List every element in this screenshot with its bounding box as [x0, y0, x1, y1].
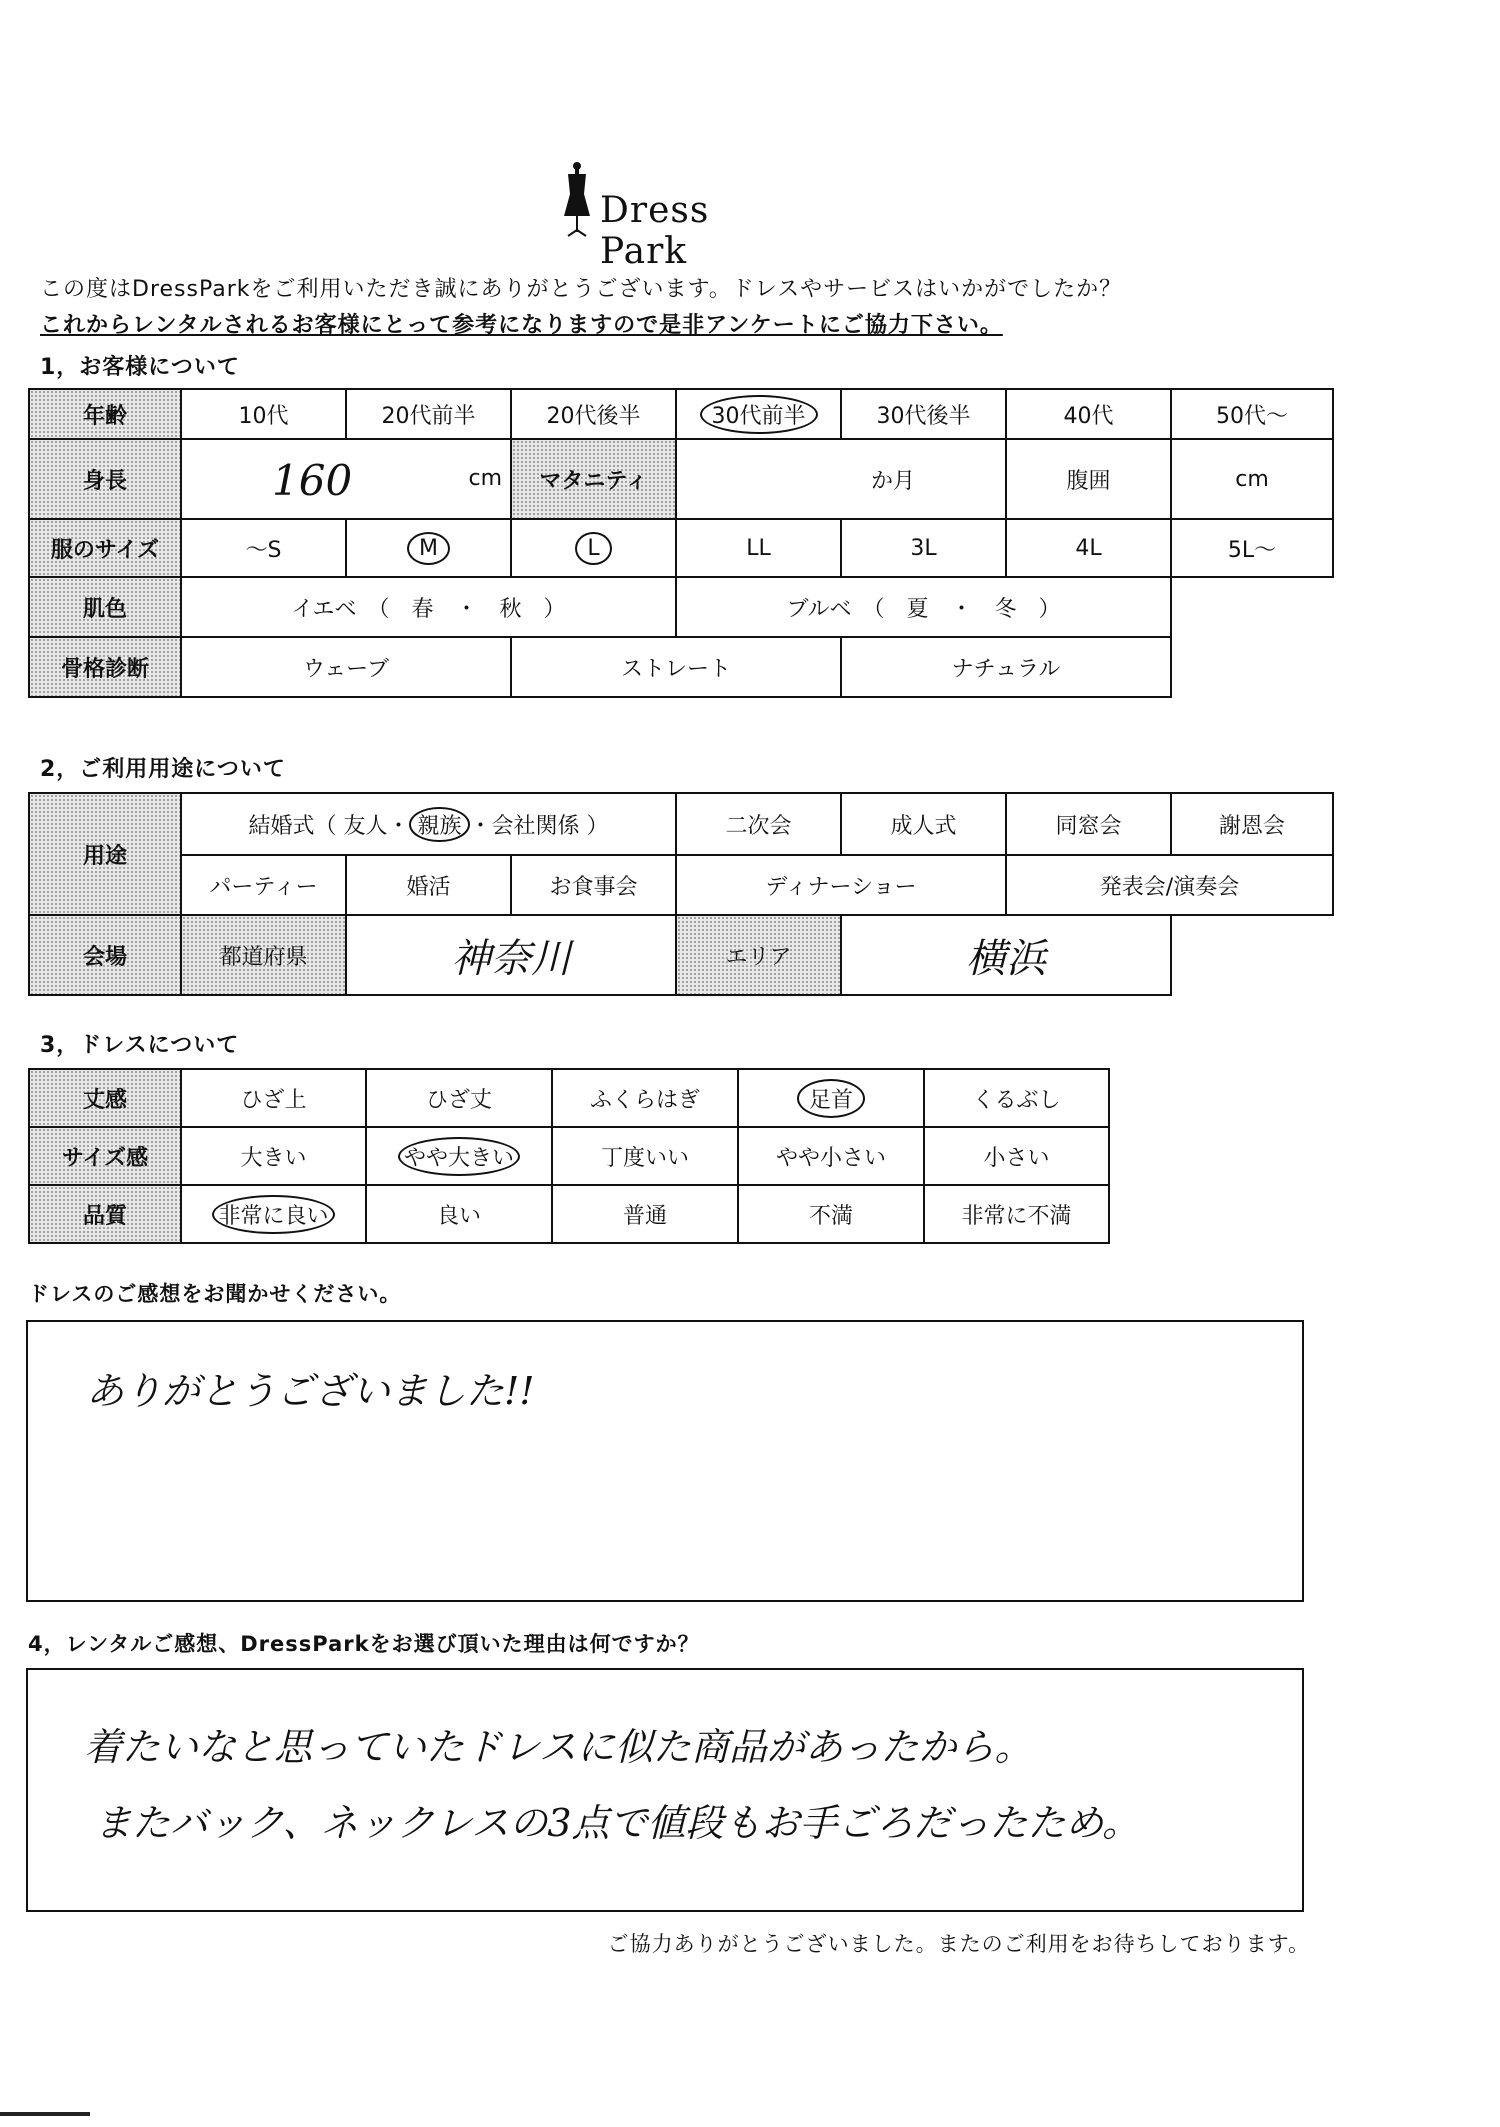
frame-option[interactable]: ウェーブ	[181, 637, 511, 697]
height-label: 身長	[29, 439, 181, 519]
age-option[interactable]: 20代前半	[346, 389, 511, 439]
customer-table	[28, 388, 1334, 698]
section-3-title: 3，ドレスについて	[40, 1033, 240, 1058]
usage-option[interactable]: パーティー	[181, 855, 346, 915]
height-unit: cm	[468, 466, 502, 491]
size-option-selected[interactable]	[511, 519, 676, 577]
length-option[interactable]: ひざ上	[181, 1069, 366, 1127]
wedding-family-circle: 親族	[409, 807, 469, 842]
fit-selected-circle: やや大きい	[398, 1137, 520, 1176]
venue-row	[29, 915, 1333, 995]
age-label: 年齢	[29, 389, 181, 439]
usage-row-1	[29, 793, 1333, 855]
size-option[interactable]: 〜S	[181, 519, 346, 577]
intro-line-1: この度はDressParkをご利用いただき誠にありがとうございます。ドレスやサービスはいかがでしたか？	[40, 277, 1123, 302]
usage-option[interactable]: 発表会/演奏会	[1006, 855, 1333, 915]
quality-option[interactable]: 不満	[738, 1185, 924, 1243]
quality-selected-circle: 非常に良い	[212, 1195, 334, 1234]
size-option[interactable]: 3L	[841, 519, 1006, 577]
usage-option-wedding[interactable]	[181, 793, 676, 855]
age-option[interactable]: 10代	[181, 389, 346, 439]
skin-blue-option[interactable]: ブルベ （ 夏 ・ 冬 ）	[676, 577, 1171, 637]
height-field[interactable]	[181, 439, 511, 519]
section-2-title: 2，ご利用用途について	[40, 757, 286, 782]
frame-option[interactable]: ストレート	[511, 637, 841, 697]
prefecture-label: 都道府県	[181, 915, 346, 995]
usage-option[interactable]: ディナーショー	[676, 855, 1006, 915]
waist-label: 腹囲	[1006, 439, 1171, 519]
quality-row	[29, 1185, 1109, 1243]
usage-option[interactable]: 謝恩会	[1171, 793, 1333, 855]
quality-option[interactable]: 普通	[552, 1185, 738, 1243]
impression-text: ありがとうございました!!	[86, 1369, 535, 1413]
size-label: 服のサイズ	[29, 519, 181, 577]
frame-option[interactable]: ナチュラル	[841, 637, 1171, 697]
logo-text: Dress Park	[600, 190, 710, 272]
length-option[interactable]: くるぶし	[924, 1069, 1109, 1127]
section-1-title: 1，お客様について	[40, 355, 240, 380]
venue-label: 会場	[29, 915, 181, 995]
skin-row	[29, 577, 1333, 637]
height-row	[29, 439, 1333, 519]
size-option-selected[interactable]	[346, 519, 511, 577]
fit-option[interactable]: やや小さい	[738, 1127, 924, 1185]
usage-option[interactable]: お食事会	[511, 855, 676, 915]
age-selected-circle: 30代前半	[700, 395, 818, 434]
prefecture-value[interactable]: 神奈川	[346, 915, 676, 995]
size-option[interactable]: 4L	[1006, 519, 1171, 577]
length-selected-circle: 足首	[797, 1079, 865, 1118]
quality-label: 品質	[29, 1185, 181, 1243]
frame-row	[29, 637, 1333, 697]
size-option[interactable]: LL	[676, 519, 841, 577]
usage-table	[28, 792, 1334, 996]
quality-option-selected[interactable]	[181, 1185, 366, 1243]
dress-table	[28, 1068, 1110, 1244]
size-option[interactable]: 5L〜	[1171, 519, 1333, 577]
skin-yellow-option[interactable]: イエベ （ 春 ・ 秋 ）	[181, 577, 676, 637]
impression-box[interactable]	[26, 1320, 1304, 1602]
dress-form-icon	[560, 160, 594, 240]
impression-prompt: ドレスのご感想をお聞かせください。	[28, 1282, 402, 1306]
maternity-label: マタニティ	[511, 439, 676, 519]
intro-line-2: これからレンタルされるお客様にとって参考になりますので是非アンケートにご協力下さい。	[40, 313, 1003, 338]
section-4-title: 4，レンタルご感想、DressParkをお選び頂いた理由は何ですか？	[28, 1632, 700, 1656]
length-row	[29, 1069, 1109, 1127]
reason-line-1: 着たいなと思っていたドレスに似た商品があったから。	[84, 1725, 1033, 1769]
length-option[interactable]: ふくらはぎ	[552, 1069, 738, 1127]
usage-option[interactable]: 婚活	[346, 855, 511, 915]
age-option[interactable]: 50代〜	[1171, 389, 1333, 439]
usage-label: 用途	[29, 793, 181, 915]
usage-option[interactable]: 成人式	[841, 793, 1006, 855]
scan-artifact	[0, 2112, 90, 2116]
size-row	[29, 519, 1333, 577]
area-value[interactable]: 横浜	[841, 915, 1171, 995]
waist-unit[interactable]: cm	[1171, 439, 1333, 519]
maternity-months-field[interactable]: か月	[676, 439, 1006, 519]
length-option[interactable]: ひざ丈	[366, 1069, 552, 1127]
area-label: エリア	[676, 915, 841, 995]
height-value: 160	[272, 456, 353, 505]
length-label: 丈感	[29, 1069, 181, 1127]
frame-label: 骨格診断	[29, 637, 181, 697]
age-option[interactable]: 30代後半	[841, 389, 1006, 439]
wedding-suffix: ・会社関係 ）	[469, 813, 609, 839]
size-selected-circle: M	[407, 532, 450, 565]
footer-thanks: ご協力ありがとうございました。またのご利用をお待ちしております。	[607, 1932, 1310, 1956]
quality-option[interactable]: 非常に不満	[924, 1185, 1109, 1243]
size-selected-circle: L	[575, 532, 611, 565]
age-row	[29, 389, 1333, 439]
fit-option[interactable]: 丁度いい	[552, 1127, 738, 1185]
age-option[interactable]: 40代	[1006, 389, 1171, 439]
usage-row-2	[29, 855, 1333, 915]
age-option-selected[interactable]	[676, 389, 841, 439]
fit-label: サイズ感	[29, 1127, 181, 1185]
usage-option[interactable]: 同窓会	[1006, 793, 1171, 855]
skin-label: 肌色	[29, 577, 181, 637]
fit-option[interactable]: 大きい	[181, 1127, 366, 1185]
length-option-selected[interactable]	[738, 1069, 924, 1127]
age-option[interactable]: 20代後半	[511, 389, 676, 439]
reason-box[interactable]	[26, 1668, 1304, 1912]
reason-line-2: またバック、ネックレスの3点で値段もお手ごろだったため。	[94, 1801, 1140, 1845]
fit-option[interactable]: 小さい	[924, 1127, 1109, 1185]
wedding-prefix: 結婚式（ 友人・	[248, 813, 410, 839]
quality-option[interactable]: 良い	[366, 1185, 552, 1243]
dresspark-logo	[560, 160, 800, 272]
usage-option[interactable]: 二次会	[676, 793, 841, 855]
fit-option-selected[interactable]	[366, 1127, 552, 1185]
fit-row	[29, 1127, 1109, 1185]
